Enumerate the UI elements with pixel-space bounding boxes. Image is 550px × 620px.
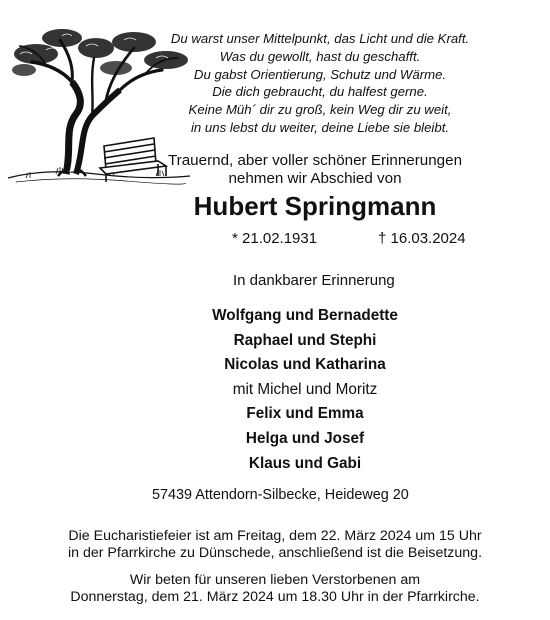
mass-line: Wir beten für unseren lieben Verstorbenen am: [129, 572, 421, 588]
intro-line: Trauernd, aber voller schöner Erinnerungen: [167, 152, 463, 169]
poem-line: Was du gewollt, hast du geschafft.: [219, 48, 421, 64]
death-date: † 16.03.2024: [378, 230, 466, 247]
poem: [160, 30, 480, 137]
funeral-line: Die Eucharistiefeier ist am Freitag, dem 22. März 2024 um 15 Uhr: [68, 528, 482, 544]
poem-line: Keine Müh´ dir zu groß, kein Weg dir zu weit,: [188, 102, 452, 118]
mourner-entry: Raphael und Stephi: [233, 331, 377, 349]
address: 57439 Attendorn-Silbecke, Heideweg 20: [152, 487, 409, 503]
poem-line: Du warst unser Mittelpunkt, das Licht und die Kraft.: [170, 31, 470, 46]
funeral-info: [40, 528, 510, 561]
mass-info: [40, 572, 510, 605]
mourner-entry: Helga und Josef: [245, 429, 365, 447]
poem-line: in uns lebst du weiter, deine Liebe sie bleibt.: [190, 119, 450, 135]
mourner-entry: Wolfgang und Bernadette: [212, 307, 398, 324]
intro-text: [150, 152, 480, 188]
poem-line: Die dich gebraucht, du halfest gerne.: [212, 84, 428, 100]
mourners-list: [175, 304, 435, 476]
mourner-entry: Nicolas und Katharina: [224, 356, 386, 374]
poem-line: Du gabst Orientierung, Schutz und Wärme.: [193, 66, 447, 82]
mourner-entry: Klaus und Gabi: [248, 454, 362, 472]
deceased-name: Hubert Springmann: [193, 191, 437, 221]
intro-line: nehmen wir Abschied von: [228, 170, 402, 187]
funeral-line: in der Pfarrkirche zu Dünschede, anschließend ist die Beisetzung.: [67, 544, 483, 561]
memory-line: In dankbarer Erinnerung: [233, 272, 395, 289]
mourner-entry: mit Michel und Moritz: [232, 380, 378, 398]
mass-line: Donnerstag, dem 21. März 2024 um 18.30 Uhr in der Pfarrkirche.: [70, 588, 480, 605]
mourner-entry: Felix und Emma: [246, 405, 364, 423]
birth-date: * 21.02.1931: [232, 230, 318, 247]
